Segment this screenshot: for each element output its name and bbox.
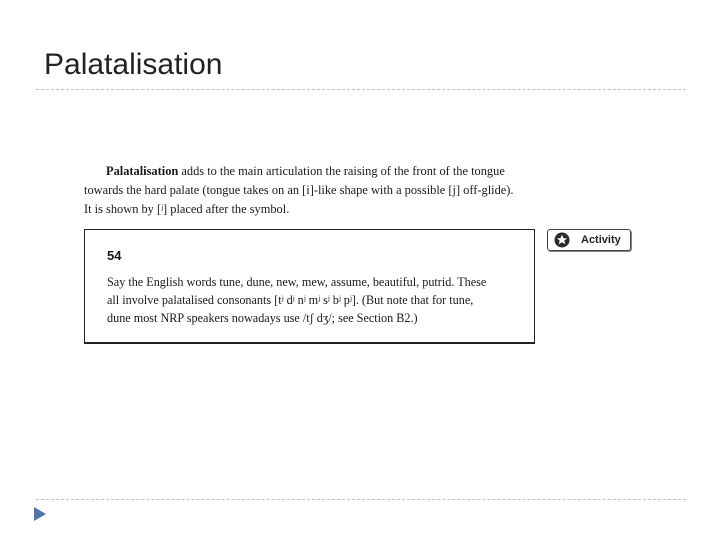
intro-line-1-rest: adds to the main articulation the raising of the front of the tongue [178,164,505,178]
activity-line-2: all involve palatalised consonants [tʲ dʲ nʲ mʲ sʲ bʲ pʲ]. (But note that for tune, [107,293,474,307]
activity-number: 54 [107,248,122,263]
activity-line-1: Say the English words tune, dune, new, mew, assume, beautiful, putrid. These [107,275,487,289]
activity-badge-label: Activity [581,234,621,246]
slide-title: Palatalisation [44,48,223,81]
intro-line-1 [84,162,536,181]
intro-line-2: towards the hard palate (tongue takes on an [i]-like shape with a possible [j] off-glide). [84,183,514,197]
bottom-divider [36,499,686,500]
intro-term: Palatalisation [106,164,179,178]
activity-box [84,229,535,344]
play-arrow-icon[interactable] [33,506,47,522]
activity-text [107,273,512,327]
intro-paragraph [84,162,536,219]
star-icon [554,232,570,248]
intro-line-3: It is shown by [ʲ] placed after the symbol. [84,202,290,216]
top-divider [36,89,686,90]
activity-line-3: dune most NRP speakers nowadays use /tʃ dʒ/; see Section B2.) [107,311,418,325]
activity-badge [547,229,631,251]
